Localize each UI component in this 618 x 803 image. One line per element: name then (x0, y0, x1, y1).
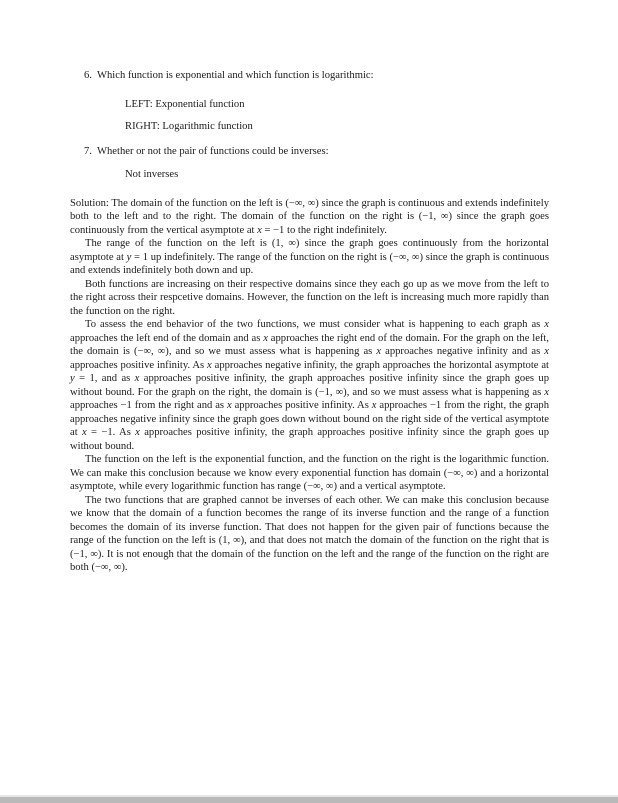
question-6-answer-right: RIGHT: Logarithmic function (125, 120, 253, 132)
question-6-text: Which function is exponential and which function is logarithmic: (97, 70, 374, 81)
solution-paragraph-5: The function on the left is the exponential function, and the function on the right is the logarithmic function. We can make this conclusion because we know every exponential function has domain (−∞, ∞) and a horizontal asymptote, while every logarithmic function has range (−∞, ∞) and a vertical asymptote. (70, 454, 549, 492)
solution-paragraph-2: The range of the function on the left is (1, ∞) since the graph goes continuously from the horizontal asymptote at y = 1 up indefinitely. The range of the function on the right is (−∞, ∞) since the graph is continuous and extends indefinitely both down and up. (70, 238, 549, 276)
solution-paragraph-1: Solution: The domain of the function on the left is (−∞, ∞) since the graph is continuous and extends indefinitely both to the left and to the right. The domain of the function on the right is (−1, ∞) since the graph goes continuously from the vertical asymptote at x = −1 to the right indefinitely. (70, 197, 549, 236)
question-7 (70, 145, 549, 159)
solution-paragraph-4: To assess the end behavior of the two functions, we must consider what is happening to each graph as x approaches the left end of the domain and as x approaches the right end of the domain. For the graph on the left, the domain is (−∞, ∞), and so we must assess what is happening as x approaches negative infinity and as x approaches positive infinity. As x approaches negative infinity, the graph approaches the horizontal asymptote at y = 1, and as x approaches positive infinity, the graph approaches positive infinity since the graph goes up without bound. For the graph on the right, the domain is (−1, ∞), and so we must assess what is happening as x approaches −1 from the right and as x approaches positive infinity. As x approaches −1 from the right, the graph approaches negative infinity since the graph goes down without bound on the right side of the vertical asymptote at x = −1. As x approaches positive infinity, the graph approaches positive infinity since the graph goes up without bound. (70, 319, 550, 452)
question-7-number: 7. (84, 145, 92, 157)
question-6-answer-left: LEFT: Exponential function (125, 98, 245, 110)
solution-paragraph-3: Both functions are increasing on their respective domains since they each go up as we move from the left to the right across their respcetive domains. However, the function on the left is increasing much more rapidly than the function on the right. (70, 278, 549, 317)
viewer-bottom-gap (0, 797, 618, 803)
question-6-number: 6. (84, 70, 92, 81)
page-content (70, 69, 549, 575)
question-7-answer: Not inverses (125, 168, 179, 180)
question-7-text: Whether or not the pair of functions could be inverses: (97, 145, 329, 157)
solution-section (70, 197, 549, 575)
solution-paragraph-6: The two functions that are graphed cannot be inverses of each other. We can make this conclusion because we know that the domain of a function becomes the range of its inverse function and the range of a function becomes the domain of its inverse function. That does not happen for the given pair of functions because the range of the function on the left is (1, ∞), and that does not match the domain of the function on the right that is (−1, ∞). It is not enough that the domain of the function on the left and the range of the function on the right are both (−∞, ∞). (70, 494, 549, 573)
question-6 (70, 69, 549, 83)
